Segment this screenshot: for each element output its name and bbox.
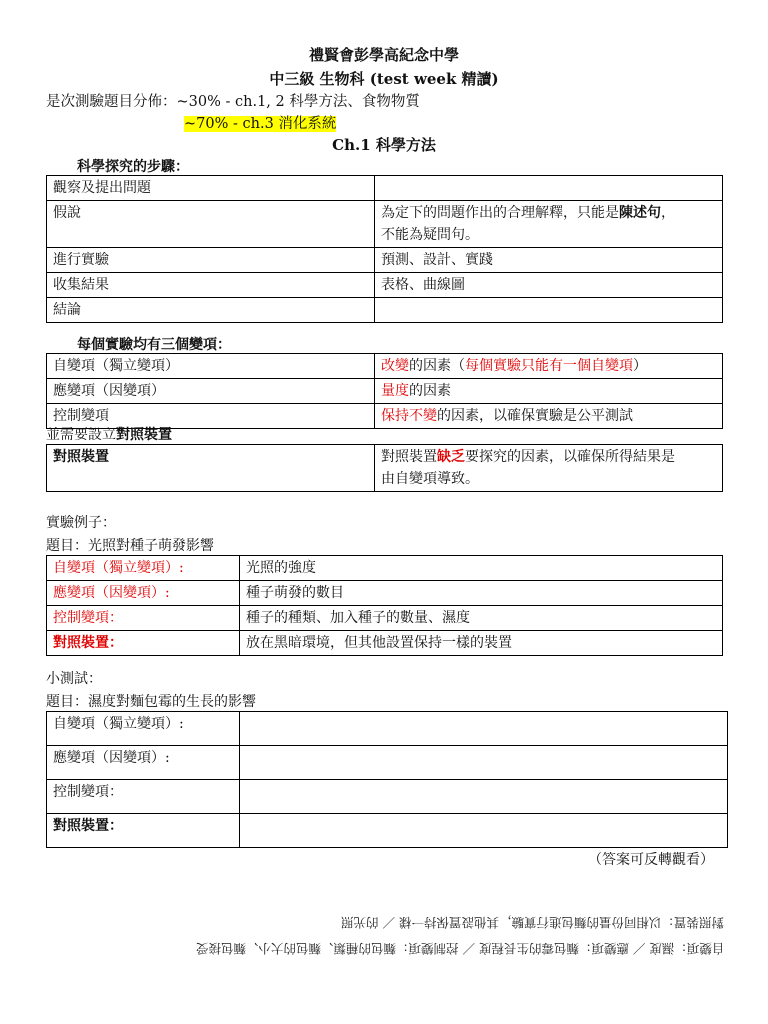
example-topic: 題目：光照對種子萌發影響 — [46, 538, 214, 554]
table-row — [47, 631, 723, 656]
quiz-answer-cell[interactable] — [240, 814, 728, 848]
table-row — [47, 273, 723, 298]
table-row — [47, 176, 723, 201]
quiz-answer-cell[interactable] — [240, 712, 728, 746]
quiz-table — [46, 711, 728, 848]
upside-down-answer-line2: 自變項：濕度 ／ 應變項：麵包霉的生長程度 ／ 控制變項：麵包的種類、麵包的大小、麵包接受 — [195, 941, 724, 956]
quiz-answer-cell[interactable] — [240, 780, 728, 814]
distribution-part1: ~30% - ch.1, 2 科學方法、食物物質 — [176, 94, 420, 110]
example-value: 種子萌發的數目 — [240, 581, 723, 606]
variable-name: 控制變項 — [47, 404, 375, 429]
quiz-answer-cell[interactable] — [240, 746, 728, 780]
steps-table — [46, 175, 723, 323]
control-table — [46, 444, 723, 492]
step-name: 收集結果 — [47, 273, 375, 298]
distribution-part2: ~70% - ch.3 消化系統 — [184, 116, 337, 132]
step-desc — [375, 176, 723, 201]
chapter-title: Ch.1 科學方法 — [332, 136, 436, 154]
distribution-line1 — [46, 90, 420, 111]
example-value: 光照的強度 — [240, 556, 723, 581]
distribution-label: 是次測驗題目分佈： — [46, 94, 177, 110]
quiz-variable: 應變項（因變項）: — [47, 746, 240, 780]
table-row — [47, 298, 723, 323]
quiz-variable: 對照裝置： — [47, 814, 240, 848]
upside-down-answer-line1: 對照裝置：以相同份量的麵包進行實驗，其他設置保持一樣 ／ 的光照 — [341, 915, 724, 930]
example-variable: 應變項（因變項）: — [47, 581, 240, 606]
example-variable: 對照裝置： — [47, 631, 240, 656]
step-name: 假說 — [47, 201, 375, 248]
example-value: 放在黑暗環境，但其他設置保持一樣的裝置 — [240, 631, 723, 656]
steps-heading: 科學探究的步驟： — [77, 159, 189, 175]
variables-heading: 每個實驗均有三個變項： — [77, 337, 231, 353]
variable-name: 自變項（獨立變項） — [47, 354, 375, 379]
table-row — [47, 746, 728, 780]
control-setup-note: 並需要設立對照裝置 — [46, 427, 172, 443]
example-variable: 自變項（獨立變項）: — [47, 556, 240, 581]
variable-name: 應變項（因變項） — [47, 379, 375, 404]
table-row — [47, 248, 723, 273]
quiz-variable: 自變項（獨立變項）: — [47, 712, 240, 746]
table-row — [47, 712, 728, 746]
example-variable: 控制變項： — [47, 606, 240, 631]
variable-desc: 量度的因素 — [375, 379, 723, 404]
example-value: 種子的種類、加入種子的數量、濕度 — [240, 606, 723, 631]
table-row — [47, 780, 728, 814]
course-title: 中三級 生物科 (test week 精讀) — [269, 70, 499, 88]
quiz-topic: 題目：濕度對麵包霉的生長的影響 — [46, 694, 256, 710]
variable-desc: 保持不變的因素，以確保實驗是公平測試 — [375, 404, 723, 429]
table-row — [47, 379, 723, 404]
variable-desc: 改變的因素（每個實驗只能有一個自變項） — [375, 354, 723, 379]
example-label: 實驗例子： — [46, 515, 116, 531]
table-row — [47, 445, 723, 492]
distribution-line2 — [184, 112, 336, 133]
quiz-variable: 控制變項： — [47, 780, 240, 814]
control-name: 對照裝置 — [47, 445, 375, 492]
example-table — [46, 555, 723, 656]
step-desc: 預測、設計、實踐 — [375, 248, 723, 273]
step-name: 觀察及提出問題 — [47, 176, 375, 201]
quiz-label: 小測試： — [46, 671, 102, 687]
answer-note: （答案可反轉觀看） — [588, 852, 714, 868]
table-row — [47, 606, 723, 631]
step-desc: 表格、曲線圖 — [375, 273, 723, 298]
control-desc: 對照裝置缺乏要探究的因素，以確保所得結果是 由自變項導致。 — [375, 445, 723, 492]
table-row — [47, 814, 728, 848]
variables-table — [46, 353, 723, 429]
table-row — [47, 581, 723, 606]
step-name: 結論 — [47, 298, 375, 323]
step-name: 進行實驗 — [47, 248, 375, 273]
table-row — [47, 354, 723, 379]
step-desc — [375, 298, 723, 323]
table-row — [47, 201, 723, 248]
school-name: 禮賢會彭學高紀念中學 — [308, 46, 459, 64]
step-desc: 為定下的問題作出的合理解釋，只能是陳述句， 不能為疑問句。 — [375, 201, 723, 248]
table-row — [47, 556, 723, 581]
